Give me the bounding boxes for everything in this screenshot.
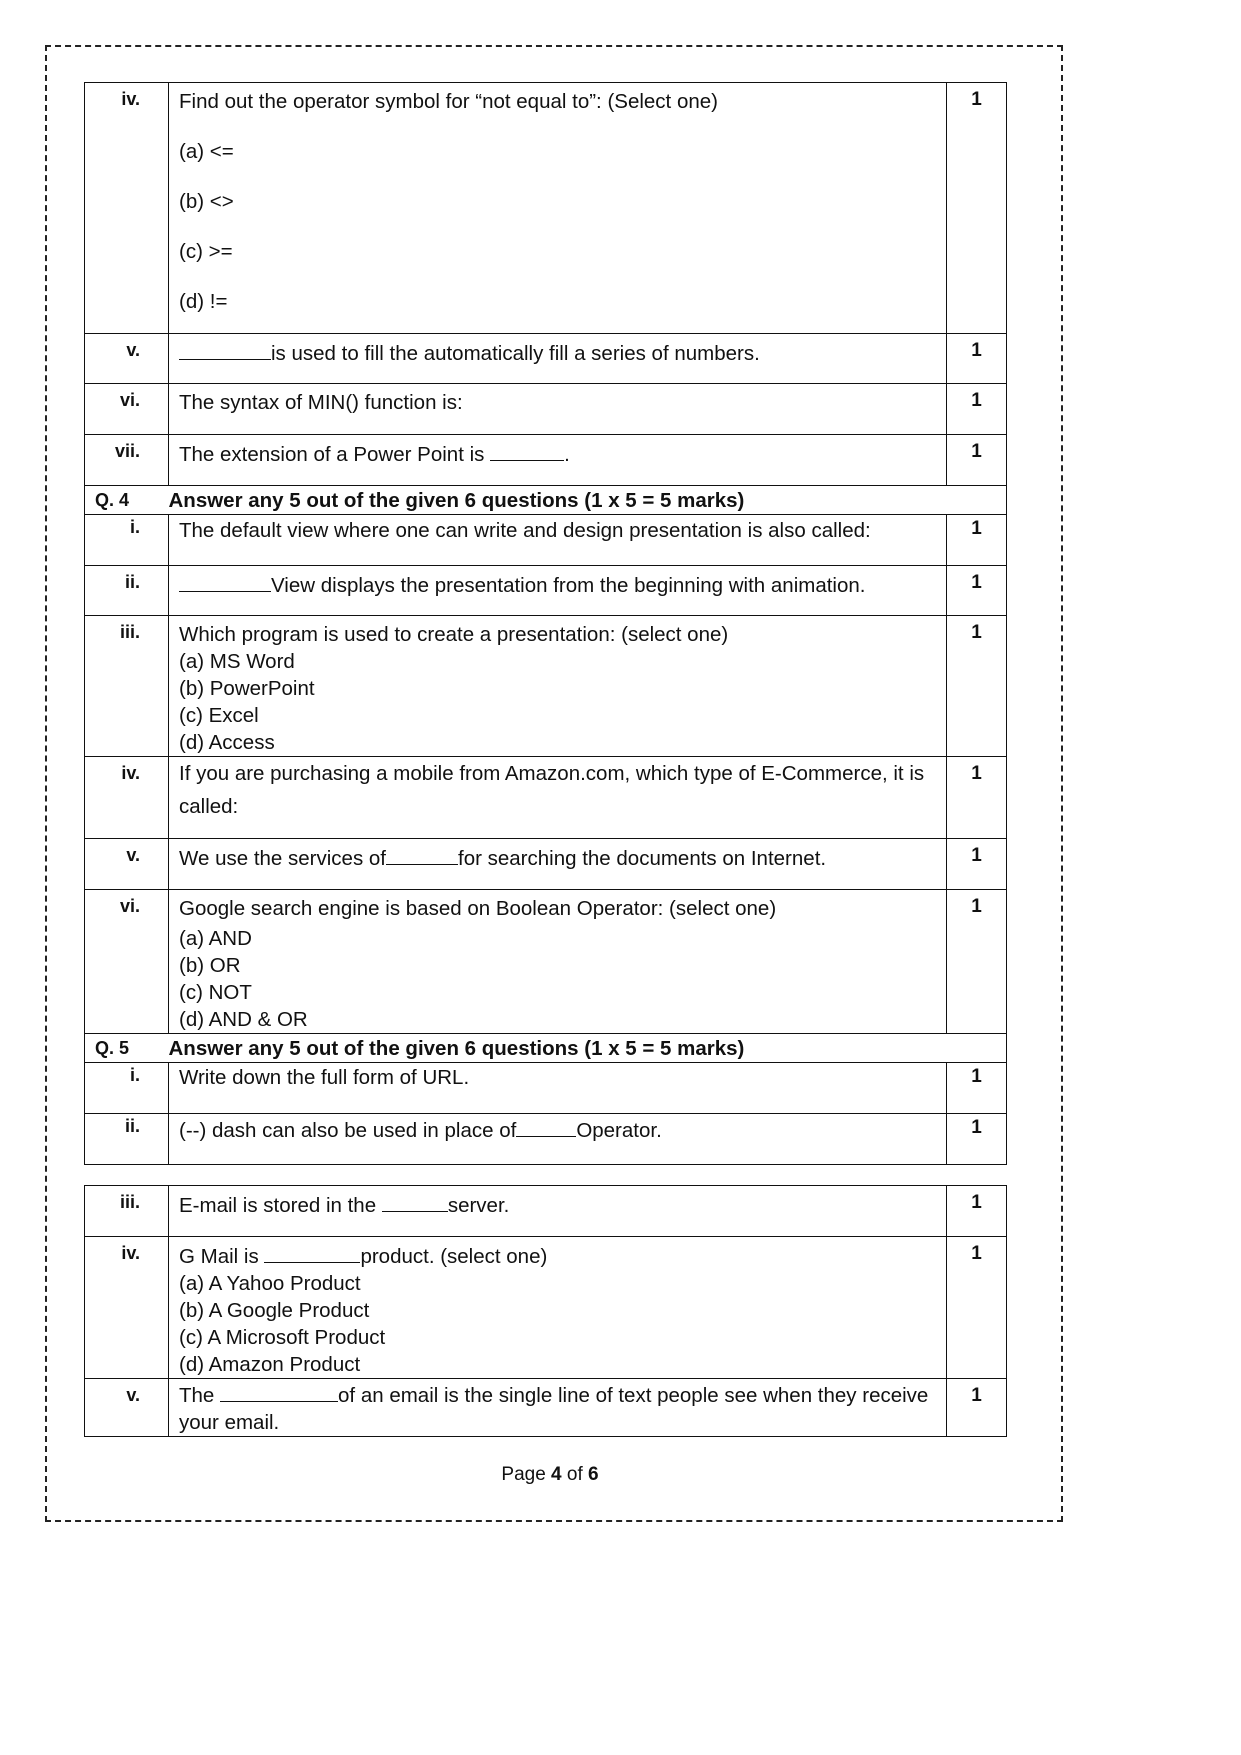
question-number: ii.: [85, 566, 169, 616]
marks: 1: [947, 566, 1007, 616]
question-table-1: [84, 82, 1007, 1165]
question-text-end: for searching the documents on Internet.: [458, 847, 827, 870]
page-of: of: [561, 1464, 589, 1485]
question-text-cell: [169, 435, 947, 486]
question-number: iv.: [85, 757, 169, 839]
question-text-cell: [169, 1379, 947, 1437]
question-text-end: of an email is the single line of text people see when they receive your email.: [179, 1384, 929, 1434]
question-text: is used to fill the automatically fill a series of numbers.: [271, 342, 760, 365]
question-text: View displays the presentation from the beginning with animation.: [271, 574, 866, 597]
question-text-end: .: [564, 443, 570, 466]
question-number: ii.: [85, 1114, 169, 1165]
page-footer: [0, 1464, 1100, 1486]
question-row: [85, 839, 1007, 890]
question-text-cell: [169, 839, 947, 890]
marks: 1: [947, 616, 1007, 757]
section-header-row: [85, 1034, 1007, 1063]
option-c: (c) >=: [179, 240, 233, 263]
question-text: Which program is used to create a presentation: (select one): [179, 623, 729, 646]
marks: 1: [947, 384, 1007, 435]
question-number: v.: [85, 839, 169, 890]
question-text-cell: [169, 334, 947, 384]
marks: 1: [947, 1186, 1007, 1237]
question-text-cell: [169, 757, 947, 839]
question-text: If you are purchasing a mobile from Amazon.com, which type of E-Commerce, it is called:: [179, 762, 925, 818]
marks: 1: [947, 1379, 1007, 1437]
question-row: [85, 566, 1007, 616]
question-row: [85, 83, 1007, 334]
question-number: iii.: [85, 1186, 169, 1237]
question-text: The: [179, 1384, 221, 1407]
question-text: E-mail is stored in the: [179, 1194, 382, 1217]
question-number: vii.: [85, 435, 169, 486]
question-number: iii.: [85, 616, 169, 757]
marks: 1: [947, 435, 1007, 486]
fill-blank: [179, 571, 271, 592]
section-heading: Answer any 5 out of the given 6 questions (1 x 5 = 5 marks): [169, 1034, 1007, 1063]
question-row: [85, 616, 1007, 757]
question-text-end: product. (select one): [360, 1245, 548, 1268]
marks: 1: [947, 890, 1007, 1034]
question-table-2: [84, 1185, 1007, 1437]
question-row: [85, 1237, 1007, 1379]
section-header-row: [85, 486, 1007, 515]
fill-blank: [516, 1116, 576, 1137]
section-label: Q. 5: [85, 1034, 169, 1063]
page-prefix: Page: [501, 1464, 552, 1485]
question-row: [85, 757, 1007, 839]
fill-blank: [264, 1242, 360, 1263]
current-page-number: 4: [551, 1464, 562, 1485]
option-d: (d) Amazon Product: [179, 1353, 361, 1376]
marks: 1: [947, 1237, 1007, 1379]
option-c: (c) NOT: [179, 981, 252, 1004]
total-page-count: 6: [588, 1464, 599, 1485]
question-row: [85, 1186, 1007, 1237]
marks: 1: [947, 515, 1007, 566]
question-text: Google search engine is based on Boolean Operator: (select one): [179, 897, 777, 920]
question-text: We use the services of: [179, 847, 386, 870]
marks: 1: [947, 1114, 1007, 1165]
option-c: (c) Excel: [179, 704, 259, 727]
question-text-cell: [169, 616, 947, 757]
question-row: [85, 334, 1007, 384]
question-text-cell: [169, 83, 947, 334]
fill-blank: [490, 440, 564, 461]
question-number: i.: [85, 1063, 169, 1114]
question-text: Find out the operator symbol for “not equal to”: (Select one): [179, 90, 718, 113]
option-b: (b) PowerPoint: [179, 677, 315, 700]
fill-blank: [386, 844, 458, 865]
fill-blank: [382, 1191, 448, 1212]
question-text-cell: [169, 1114, 947, 1165]
question-text-cell: [169, 1237, 947, 1379]
question-row: [85, 1114, 1007, 1165]
question-text: Write down the full form of URL.: [179, 1066, 470, 1089]
marks: 1: [947, 757, 1007, 839]
section-label: Q. 4: [85, 486, 169, 515]
fill-blank: [179, 339, 271, 360]
question-row: [85, 1063, 1007, 1114]
section-heading: Answer any 5 out of the given 6 questions (1 x 5 = 5 marks): [169, 486, 1007, 515]
option-d: (d) Access: [179, 731, 275, 754]
question-number: vi.: [85, 890, 169, 1034]
question-row: [85, 515, 1007, 566]
question-row: [85, 890, 1007, 1034]
question-text-end: Operator.: [576, 1119, 662, 1142]
question-text: (--) dash can also be used in place of: [179, 1119, 517, 1142]
option-a: (a) MS Word: [179, 650, 295, 673]
fill-blank: [220, 1381, 338, 1402]
question-text: G Mail is: [179, 1245, 265, 1268]
question-text-cell: [169, 566, 947, 616]
question-text: The syntax of MIN() function is:: [179, 391, 463, 414]
marks: 1: [947, 1063, 1007, 1114]
marks: 1: [947, 83, 1007, 334]
marks: 1: [947, 334, 1007, 384]
option-b: (b) <>: [179, 190, 234, 213]
option-a: (a) <=: [179, 140, 234, 163]
question-text-end: server.: [447, 1194, 510, 1217]
question-text-cell: [169, 1063, 947, 1114]
option-a: (a) A Yahoo Product: [179, 1272, 361, 1295]
question-number: v.: [85, 334, 169, 384]
question-number: iv.: [85, 1237, 169, 1379]
option-d: (d) !=: [179, 290, 228, 313]
question-text-cell: [169, 515, 947, 566]
option-b: (b) A Google Product: [179, 1299, 370, 1322]
question-row: [85, 1379, 1007, 1437]
question-row: [85, 384, 1007, 435]
question-text-cell: [169, 890, 947, 1034]
question-text-cell: [169, 1186, 947, 1237]
option-a: (a) AND: [179, 927, 252, 950]
question-text: The default view where one can write and design presentation is also called:: [179, 519, 871, 542]
question-row: [85, 435, 1007, 486]
option-c: (c) A Microsoft Product: [179, 1326, 386, 1349]
question-text-cell: [169, 384, 947, 435]
question-number: iv.: [85, 83, 169, 334]
option-d: (d) AND & OR: [179, 1008, 308, 1031]
option-b: (b) OR: [179, 954, 241, 977]
marks: 1: [947, 839, 1007, 890]
question-text: The extension of a Power Point is: [179, 443, 491, 466]
question-number: v.: [85, 1379, 169, 1437]
question-number: vi.: [85, 384, 169, 435]
question-number: i.: [85, 515, 169, 566]
